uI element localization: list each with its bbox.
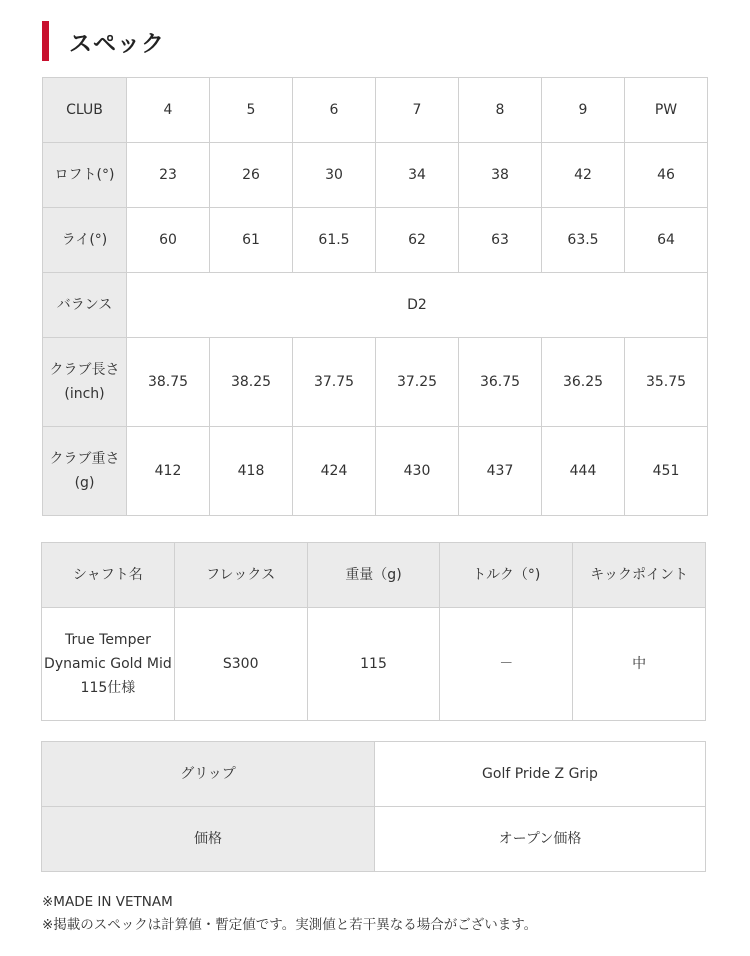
- spec-label-lie: ライ(°): [43, 208, 127, 273]
- shaft-kickpoint: 中: [573, 608, 706, 721]
- spec-cell: 444: [542, 427, 625, 516]
- spec-cell: 61.5: [293, 208, 376, 273]
- shaft-spec-table: [41, 542, 706, 721]
- spec-label-length-line2: (inch): [64, 386, 105, 402]
- spec-cell: 62: [376, 208, 459, 273]
- spec-cell: 418: [210, 427, 293, 516]
- grip-row: [42, 742, 706, 807]
- spec-cell: 8: [459, 78, 542, 143]
- section-heading: [42, 21, 165, 61]
- shaft-name-line1: True Temper: [64, 632, 151, 648]
- spec-balance-value: D2: [127, 273, 708, 338]
- shaft-header-name: シャフト名: [42, 543, 175, 608]
- spec-cell: 430: [376, 427, 459, 516]
- shaft-flex: S300: [174, 608, 307, 721]
- spec-cell: 37.25: [376, 338, 459, 427]
- spec-row-weight: [43, 427, 708, 516]
- spec-label-length-line1: クラブ長さ: [49, 362, 120, 378]
- footnotes: [42, 891, 537, 937]
- spec-cell: 38.75: [127, 338, 210, 427]
- spec-cell: 60: [127, 208, 210, 273]
- price-value: オープン価格: [375, 807, 706, 872]
- shaft-value-row: [42, 608, 706, 721]
- shaft-header-torque: トルク（°): [440, 543, 573, 608]
- shaft-name-line3: 115仕様: [80, 680, 136, 696]
- spec-label-weight: [43, 427, 127, 516]
- spec-row-length: [43, 338, 708, 427]
- spec-cell: 6: [293, 78, 376, 143]
- spec-cell: 5: [210, 78, 293, 143]
- page-title: スペック: [69, 30, 165, 57]
- spec-cell: PW: [625, 78, 708, 143]
- spec-cell: 7: [376, 78, 459, 143]
- spec-cell: 26: [210, 143, 293, 208]
- shaft-weight: 115: [307, 608, 440, 721]
- shaft-name-line2: Dynamic Gold Mid: [44, 656, 172, 672]
- spec-label-weight-line2: (g): [74, 475, 95, 491]
- footnote-disclaimer: ※掲載のスペックは計算値・暫定値です。実測値と若干異なる場合がございます。: [42, 917, 538, 933]
- grip-price-table: [41, 741, 706, 872]
- spec-label-loft: ロフト(°): [43, 143, 127, 208]
- spec-cell: 36.25: [542, 338, 625, 427]
- spec-row-club: [43, 78, 708, 143]
- spec-cell: 424: [293, 427, 376, 516]
- spec-cell: 4: [127, 78, 210, 143]
- grip-label: グリップ: [42, 742, 375, 807]
- spec-cell: 36.75: [459, 338, 542, 427]
- spec-cell: 34: [376, 143, 459, 208]
- spec-label-club: CLUB: [43, 78, 127, 143]
- shaft-torque: －: [440, 608, 573, 721]
- spec-cell: 46: [625, 143, 708, 208]
- spec-cell: 42: [542, 143, 625, 208]
- spec-cell: 63: [459, 208, 542, 273]
- spec-row-balance: [43, 273, 708, 338]
- spec-cell: 38.25: [210, 338, 293, 427]
- footnote-origin: ※MADE IN VETNAM: [42, 894, 173, 910]
- spec-cell: 37.75: [293, 338, 376, 427]
- shaft-header-weight: 重量（g): [307, 543, 440, 608]
- price-label: 価格: [42, 807, 375, 872]
- club-spec-table: [42, 77, 708, 516]
- shaft-header-kickpoint: キックポイント: [573, 543, 706, 608]
- shaft-name: [42, 608, 175, 721]
- spec-cell: 23: [127, 143, 210, 208]
- shaft-header-flex: フレックス: [174, 543, 307, 608]
- spec-cell: 38: [459, 143, 542, 208]
- spec-cell: 63.5: [542, 208, 625, 273]
- spec-cell: 9: [542, 78, 625, 143]
- spec-cell: 35.75: [625, 338, 708, 427]
- spec-row-lie: [43, 208, 708, 273]
- spec-cell: 437: [459, 427, 542, 516]
- spec-label-balance: バランス: [43, 273, 127, 338]
- spec-cell: 30: [293, 143, 376, 208]
- spec-cell: 451: [625, 427, 708, 516]
- grip-value: Golf Pride Z Grip: [375, 742, 706, 807]
- spec-row-loft: [43, 143, 708, 208]
- price-row: [42, 807, 706, 872]
- spec-label-weight-line1: クラブ重さ: [49, 451, 120, 467]
- spec-cell: 64: [625, 208, 708, 273]
- spec-cell: 61: [210, 208, 293, 273]
- spec-label-length: [43, 338, 127, 427]
- spec-cell: 412: [127, 427, 210, 516]
- shaft-header-row: [42, 543, 706, 608]
- heading-accent-bar: [42, 21, 49, 61]
